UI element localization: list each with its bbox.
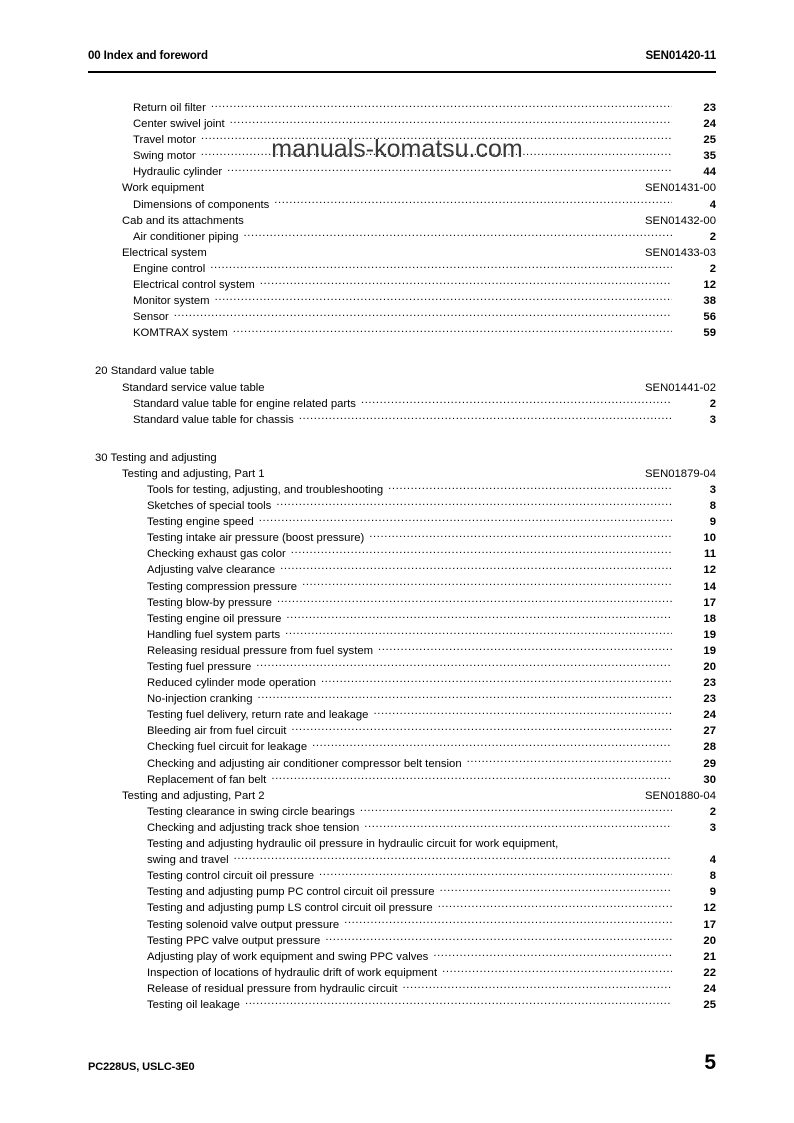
toc-entry-page-number: 10 <box>703 532 716 545</box>
toc-entry-document-code: SEN01432-00 <box>645 214 716 227</box>
toc-entry[interactable] <box>88 884 716 900</box>
toc-entry[interactable] <box>88 180 716 196</box>
toc-dot-leader <box>209 180 643 191</box>
toc-entry[interactable] <box>88 643 716 659</box>
toc-entry-page-number: 29 <box>703 757 716 770</box>
toc-entry-document-code: SEN01431-00 <box>645 182 716 195</box>
toc-dot-leader <box>270 466 643 477</box>
toc-entry-label: Adjusting valve clearance <box>147 564 276 577</box>
toc-entry-label: Standard value table for chassis <box>133 413 294 426</box>
toc-dot-leader <box>378 643 672 654</box>
toc-dot-leader <box>270 788 643 799</box>
toc-entry-label: Return oil filter <box>133 102 206 114</box>
toc-entry-page-number: 28 <box>703 741 716 754</box>
toc-dot-leader <box>280 562 672 573</box>
toc-entry-page-number: 12 <box>703 279 716 292</box>
toc-entry-page-number: 24 <box>703 709 716 722</box>
toc-dot-leader <box>312 739 672 750</box>
toc-entry[interactable] <box>88 293 716 309</box>
toc-entry-page-number: 2 <box>709 397 716 410</box>
toc-entry-page-number: 27 <box>703 725 716 738</box>
toc-dot-leader <box>319 868 672 879</box>
toc-dot-leader <box>286 611 672 622</box>
toc-dot-leader <box>302 579 672 590</box>
page-footer <box>88 1051 716 1087</box>
toc-entry-page-number: 23 <box>703 693 716 706</box>
toc-entry-label: Checking fuel circuit for leakage <box>147 741 308 754</box>
toc-entry-label: Reduced cylinder mode operation <box>147 677 316 690</box>
toc-dot-leader <box>249 213 643 224</box>
toc-entry[interactable] <box>88 213 716 229</box>
toc-dot-leader <box>222 450 672 461</box>
toc-entry-page-number: 3 <box>709 821 716 834</box>
toc-entry[interactable] <box>88 245 716 261</box>
toc-entry-page-number: 56 <box>703 311 716 324</box>
toc-entry-page-number: 17 <box>703 596 716 609</box>
toc-entry-document-code: SEN01441-02 <box>645 381 716 394</box>
toc-entry-label: Swing motor <box>133 150 196 163</box>
toc-entry-label: Testing intake air pressure (boost pressure) <box>147 532 365 545</box>
toc-entry-label: No-injection cranking <box>147 693 253 706</box>
toc-entry-label: Testing engine speed <box>147 516 254 529</box>
toc-entry-label: Testing and adjusting, Part 1 <box>122 467 265 480</box>
toc-dot-leader <box>227 164 672 175</box>
toc-dot-leader <box>291 546 672 557</box>
toc-entry-page-number: 3 <box>709 483 716 496</box>
toc-entry-page-number: 30 <box>703 773 716 786</box>
toc-entry[interactable] <box>88 363 716 379</box>
toc-entry[interactable] <box>88 546 716 562</box>
toc-entry-label: Release of residual pressure from hydraulic circuit <box>147 982 398 995</box>
toc-entry-page-number: 11 <box>704 548 716 561</box>
toc-entry-page-number: 35 <box>703 150 716 163</box>
toc-entry-page-number: 22 <box>703 966 716 979</box>
footer-page-number: 5 <box>704 1051 716 1074</box>
toc-entry[interactable] <box>88 739 716 755</box>
toc-entry-label: Testing engine oil pressure <box>147 612 282 625</box>
toc-entry-label: Standard service value table <box>122 381 265 394</box>
toc-entry[interactable] <box>88 148 716 164</box>
toc-dot-leader <box>258 691 673 702</box>
toc-entry[interactable] <box>88 396 716 412</box>
toc-entry-label: Testing blow-by pressure <box>147 596 272 609</box>
toc-dot-leader <box>403 981 672 992</box>
toc-entry[interactable] <box>88 229 716 245</box>
toc-dot-leader <box>233 325 672 336</box>
toc-entry[interactable] <box>88 132 716 148</box>
toc-entry[interactable] <box>88 933 716 949</box>
toc-entry-page-number: 20 <box>703 934 716 947</box>
toc-entry[interactable] <box>88 772 716 788</box>
toc-entry-label: Testing oil leakage <box>147 998 240 1011</box>
toc-entry[interactable] <box>88 917 716 933</box>
toc-entry[interactable] <box>88 627 716 643</box>
toc-dot-leader <box>219 363 672 374</box>
footer-model-code: PC228US, USLC-3E0 <box>88 1061 195 1073</box>
toc-entry[interactable] <box>88 981 716 997</box>
toc-dot-leader <box>438 900 672 911</box>
toc-dot-leader <box>212 245 643 256</box>
toc-dot-leader <box>234 852 672 863</box>
toc-entry-page-number: 19 <box>703 628 716 641</box>
toc-dot-leader <box>321 675 672 686</box>
toc-entry-label: Testing control circuit oil pressure <box>147 870 315 883</box>
toc-dot-leader <box>291 723 672 734</box>
toc-dot-leader <box>299 412 672 423</box>
toc-dot-leader <box>563 836 672 847</box>
toc-dot-leader <box>325 933 672 944</box>
toc-entry[interactable] <box>88 900 716 916</box>
toc-entry-document-code: SEN01879-04 <box>645 467 716 480</box>
toc-entry-label: Testing and adjusting, Part 2 <box>122 789 265 802</box>
toc-entry-label: Checking and adjusting track shoe tension <box>147 821 360 834</box>
toc-dot-leader <box>201 132 672 143</box>
toc-entry-label: Testing fuel delivery, return rate and leakage <box>147 709 369 722</box>
toc-entry-label: Engine control <box>133 262 206 275</box>
toc-dot-leader <box>277 595 672 606</box>
toc-entry-label: Checking and adjusting air conditioner compressor belt tension <box>147 757 462 770</box>
toc-entry-label: 30 Testing and adjusting <box>95 451 217 464</box>
toc-entry-label: Inspection of locations of hydraulic drift of work equipment <box>147 966 438 979</box>
toc-entry[interactable] <box>88 562 716 578</box>
toc-dot-leader <box>244 229 672 240</box>
toc-entry-label: Electrical system <box>122 246 207 259</box>
toc-entry[interactable] <box>88 675 716 691</box>
toc-dot-leader <box>260 277 672 288</box>
toc-dot-leader <box>256 659 672 670</box>
toc-dot-leader <box>210 261 672 272</box>
toc-dot-leader <box>285 627 672 638</box>
toc-entry-page-number: 19 <box>703 644 716 657</box>
toc-entry[interactable] <box>88 579 716 595</box>
toc-entry-page-number: 9 <box>709 886 716 899</box>
toc-entry-document-code: SEN01433-03 <box>645 246 716 259</box>
toc-dot-leader <box>245 997 672 1008</box>
toc-entry-page-number: 12 <box>703 564 716 577</box>
toc-entry[interactable] <box>88 309 716 325</box>
toc-entry-page-number: 24 <box>703 982 716 995</box>
toc-spacer <box>88 341 716 363</box>
toc-dot-leader <box>215 293 672 304</box>
toc-entry-label: Testing PPC valve output pressure <box>147 934 321 947</box>
toc-entry-page-number: 2 <box>709 262 716 275</box>
toc-entry[interactable] <box>88 466 716 482</box>
toc-dot-leader <box>360 804 672 815</box>
table-of-contents <box>88 100 716 1013</box>
header-document-code: SEN01420-11 <box>645 50 716 62</box>
toc-entry-page-number: 9 <box>709 516 716 529</box>
toc-entry-page-number: 8 <box>709 500 716 513</box>
toc-entry[interactable] <box>88 325 716 341</box>
toc-entry[interactable] <box>88 595 716 611</box>
toc-entry[interactable] <box>88 482 716 498</box>
toc-entry-label: Hydraulic cylinder <box>133 166 223 179</box>
toc-entry[interactable] <box>88 116 716 132</box>
toc-entry-label: Cab and its attachments <box>122 214 244 227</box>
toc-dot-leader <box>361 396 672 407</box>
toc-entry[interactable] <box>88 277 716 293</box>
toc-dot-leader <box>364 820 672 831</box>
toc-entry[interactable] <box>88 804 716 820</box>
toc-dot-leader <box>467 756 672 767</box>
header-section-title: 00 Index and foreword <box>88 50 208 62</box>
toc-dot-leader <box>344 917 672 928</box>
toc-dot-leader <box>174 309 672 320</box>
toc-entry[interactable] <box>88 965 716 981</box>
toc-entry-page-number: 4 <box>709 198 716 211</box>
toc-entry-page-number: 21 <box>703 950 716 963</box>
toc-entry-label: Work equipment <box>122 182 205 195</box>
toc-dot-leader <box>259 514 672 525</box>
toc-dot-leader <box>274 197 672 208</box>
toc-dot-leader <box>201 148 672 159</box>
toc-entry-document-code: SEN01880-04 <box>645 789 716 802</box>
toc-entry[interactable] <box>88 498 716 514</box>
toc-entry-page-number: 12 <box>703 902 716 915</box>
toc-entry[interactable] <box>88 164 716 180</box>
toc-entry-label: Testing and adjusting pump LS control circuit oil pressure <box>147 902 433 915</box>
toc-entry[interactable] <box>88 691 716 707</box>
toc-entry-page-number: 23 <box>703 102 716 114</box>
toc-entry-label: Handling fuel system parts <box>147 628 281 641</box>
toc-entry-label: Testing fuel pressure <box>147 661 252 673</box>
toc-entry-page-number: 14 <box>703 580 716 593</box>
toc-entry-page-number: 20 <box>703 661 716 673</box>
toc-entry[interactable] <box>88 659 716 675</box>
toc-entry[interactable] <box>88 197 716 213</box>
toc-entry-label: Testing and adjusting pump PC control circuit oil pressure <box>147 886 435 899</box>
toc-entry[interactable] <box>88 852 716 868</box>
toc-dot-leader <box>388 482 672 493</box>
toc-dot-leader <box>442 965 672 976</box>
toc-entry-page-number: 4 <box>709 854 716 867</box>
toc-entry-label: Sketches of special tools <box>147 500 272 513</box>
toc-entry-label: 20 Standard value table <box>95 365 215 378</box>
toc-entry[interactable] <box>88 611 716 627</box>
toc-entry-page-number: 2 <box>709 230 716 243</box>
toc-entry-page-number: 25 <box>703 998 716 1011</box>
toc-entry-label: Tools for testing, adjusting, and troubleshooting <box>147 483 384 496</box>
toc-dot-leader <box>230 116 672 127</box>
toc-entry-label: Electrical control system <box>133 279 255 292</box>
toc-entry-page-number: 3 <box>709 413 716 426</box>
toc-entry[interactable] <box>88 756 716 772</box>
toc-entry-label: Bleeding air from fuel circuit <box>147 725 287 738</box>
toc-entry[interactable] <box>88 412 716 428</box>
toc-entry-page-number: 2 <box>709 805 716 818</box>
toc-entry-label: Checking exhaust gas color <box>147 548 286 561</box>
toc-entry[interactable] <box>88 530 716 546</box>
toc-entry-page-number: 44 <box>703 166 716 179</box>
toc-entry[interactable] <box>88 949 716 965</box>
toc-entry-page-number: 25 <box>703 134 716 147</box>
toc-entry[interactable] <box>88 261 716 277</box>
toc-entry-page-number: 38 <box>703 295 716 308</box>
toc-entry-label: Sensor <box>133 311 169 324</box>
toc-entry[interactable] <box>88 788 716 804</box>
toc-entry[interactable] <box>88 100 716 116</box>
toc-entry-page-number: 17 <box>703 918 716 931</box>
toc-entry-page-number: 24 <box>703 118 716 131</box>
toc-entry[interactable] <box>88 450 716 466</box>
toc-entry-label: Standard value table for engine related parts <box>133 397 356 410</box>
toc-dot-leader <box>369 530 672 541</box>
toc-dot-leader <box>440 884 672 895</box>
toc-dot-leader <box>271 772 672 783</box>
toc-entry-label: Testing compression pressure <box>147 580 298 593</box>
toc-dot-leader <box>211 100 672 111</box>
toc-entry[interactable] <box>88 820 716 836</box>
toc-entry-page-number: 59 <box>703 327 716 340</box>
watermark-text: manuals-komatsu.com <box>271 135 523 163</box>
toc-dot-leader <box>270 380 643 391</box>
toc-entry-label: Center swivel joint <box>133 118 225 131</box>
toc-entry-label: Testing clearance in swing circle bearings <box>147 805 355 818</box>
toc-entry-label: KOMTRAX system <box>133 327 228 340</box>
toc-entry-label: Testing solenoid valve output pressure <box>147 918 340 931</box>
toc-entry-label: Dimensions of components <box>133 198 270 211</box>
toc-entry[interactable] <box>88 380 716 396</box>
toc-entry-label: swing and travel <box>147 854 229 867</box>
toc-entry-page-number: 23 <box>703 677 716 690</box>
header-divider <box>88 71 716 73</box>
toc-entry-label: Replacement of fan belt <box>147 773 267 786</box>
toc-entry[interactable] <box>88 868 716 884</box>
toc-entry-page-number: 8 <box>709 870 716 883</box>
toc-dot-leader <box>433 949 672 960</box>
toc-entry-label: Monitor system <box>133 295 210 308</box>
toc-dot-leader <box>373 707 672 718</box>
toc-entry-label: Adjusting play of work equipment and swing PPC valves <box>147 950 429 963</box>
toc-spacer <box>88 428 716 450</box>
toc-entry[interactable] <box>88 514 716 530</box>
toc-entry-label: Travel motor <box>133 134 196 147</box>
toc-entry-label: Releasing residual pressure from fuel system <box>147 644 374 657</box>
toc-entry[interactable] <box>88 707 716 723</box>
toc-entry[interactable] <box>88 723 716 739</box>
toc-dot-leader <box>276 498 672 509</box>
toc-entry[interactable] <box>88 997 716 1013</box>
toc-entry-page-number: 18 <box>703 612 716 625</box>
toc-entry-label: Air conditioner piping <box>133 230 239 243</box>
toc-entry[interactable] <box>88 836 716 852</box>
toc-entry-label: Testing and adjusting hydraulic oil pressure in hydraulic circuit for work equipment, <box>147 838 559 851</box>
